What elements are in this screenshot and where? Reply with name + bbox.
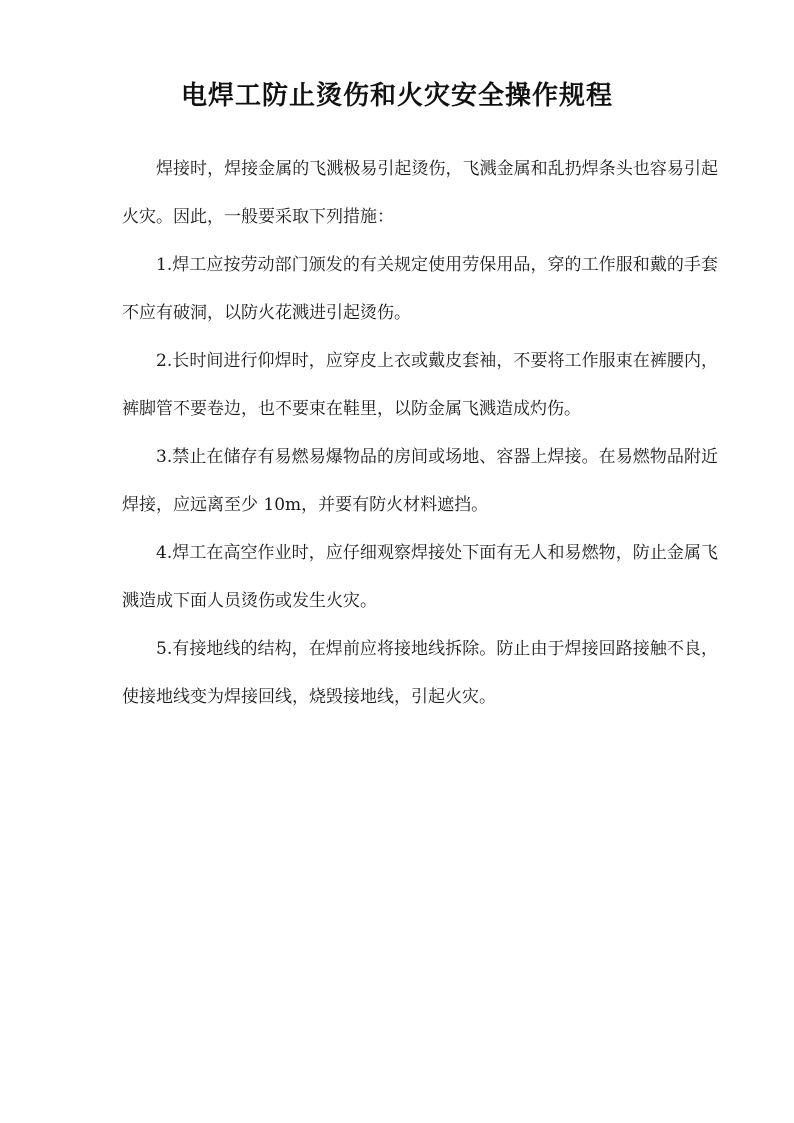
- measure-2-paragraph: 2.长时间进行仰焊时，应穿皮上衣或戴皮套袖，不要将工作服束在裤腰内， 裤脚管不要卷边，也不要束在鞋里，以防金属飞溅造成灼伤。: [122, 351, 718, 419]
- document-body: [122, 145, 718, 721]
- measure-1-paragraph: 1.焊工应按劳动部门颁发的有关规定使用劳保用品，穿的工作服和戴的手套 不应有破洞，以防火花溅进引起烫伤。: [122, 255, 718, 323]
- intro-paragraph: 焊接时，焊接金属的飞溅极易引起烫伤，飞溅金属和乱扔焊条头也容易引起 火灾。因此，一般要采取下列措施：: [122, 159, 718, 227]
- measure-3-paragraph: 3.禁止在储存有易燃易爆物品的房间或场地、容器上焊接。在易燃物品附近 焊接，应远离至少 10m，并要有防火材料遮挡。: [122, 447, 718, 515]
- measure-5-paragraph: 5.有接地线的结构，在焊前应将接地线拆除。防止由于焊接回路接触不良， 使接地线变为焊接回线，烧毁接地线，引起火灾。: [122, 639, 718, 707]
- measure-4-paragraph: 4.焊工在高空作业时，应仔细观察焊接处下面有无人和易燃物，防止金属飞 溅造成下面人员烫伤或发生火灾。: [122, 543, 718, 611]
- document-title: 电焊工防止烫伤和火灾安全操作规程: [180, 81, 613, 111]
